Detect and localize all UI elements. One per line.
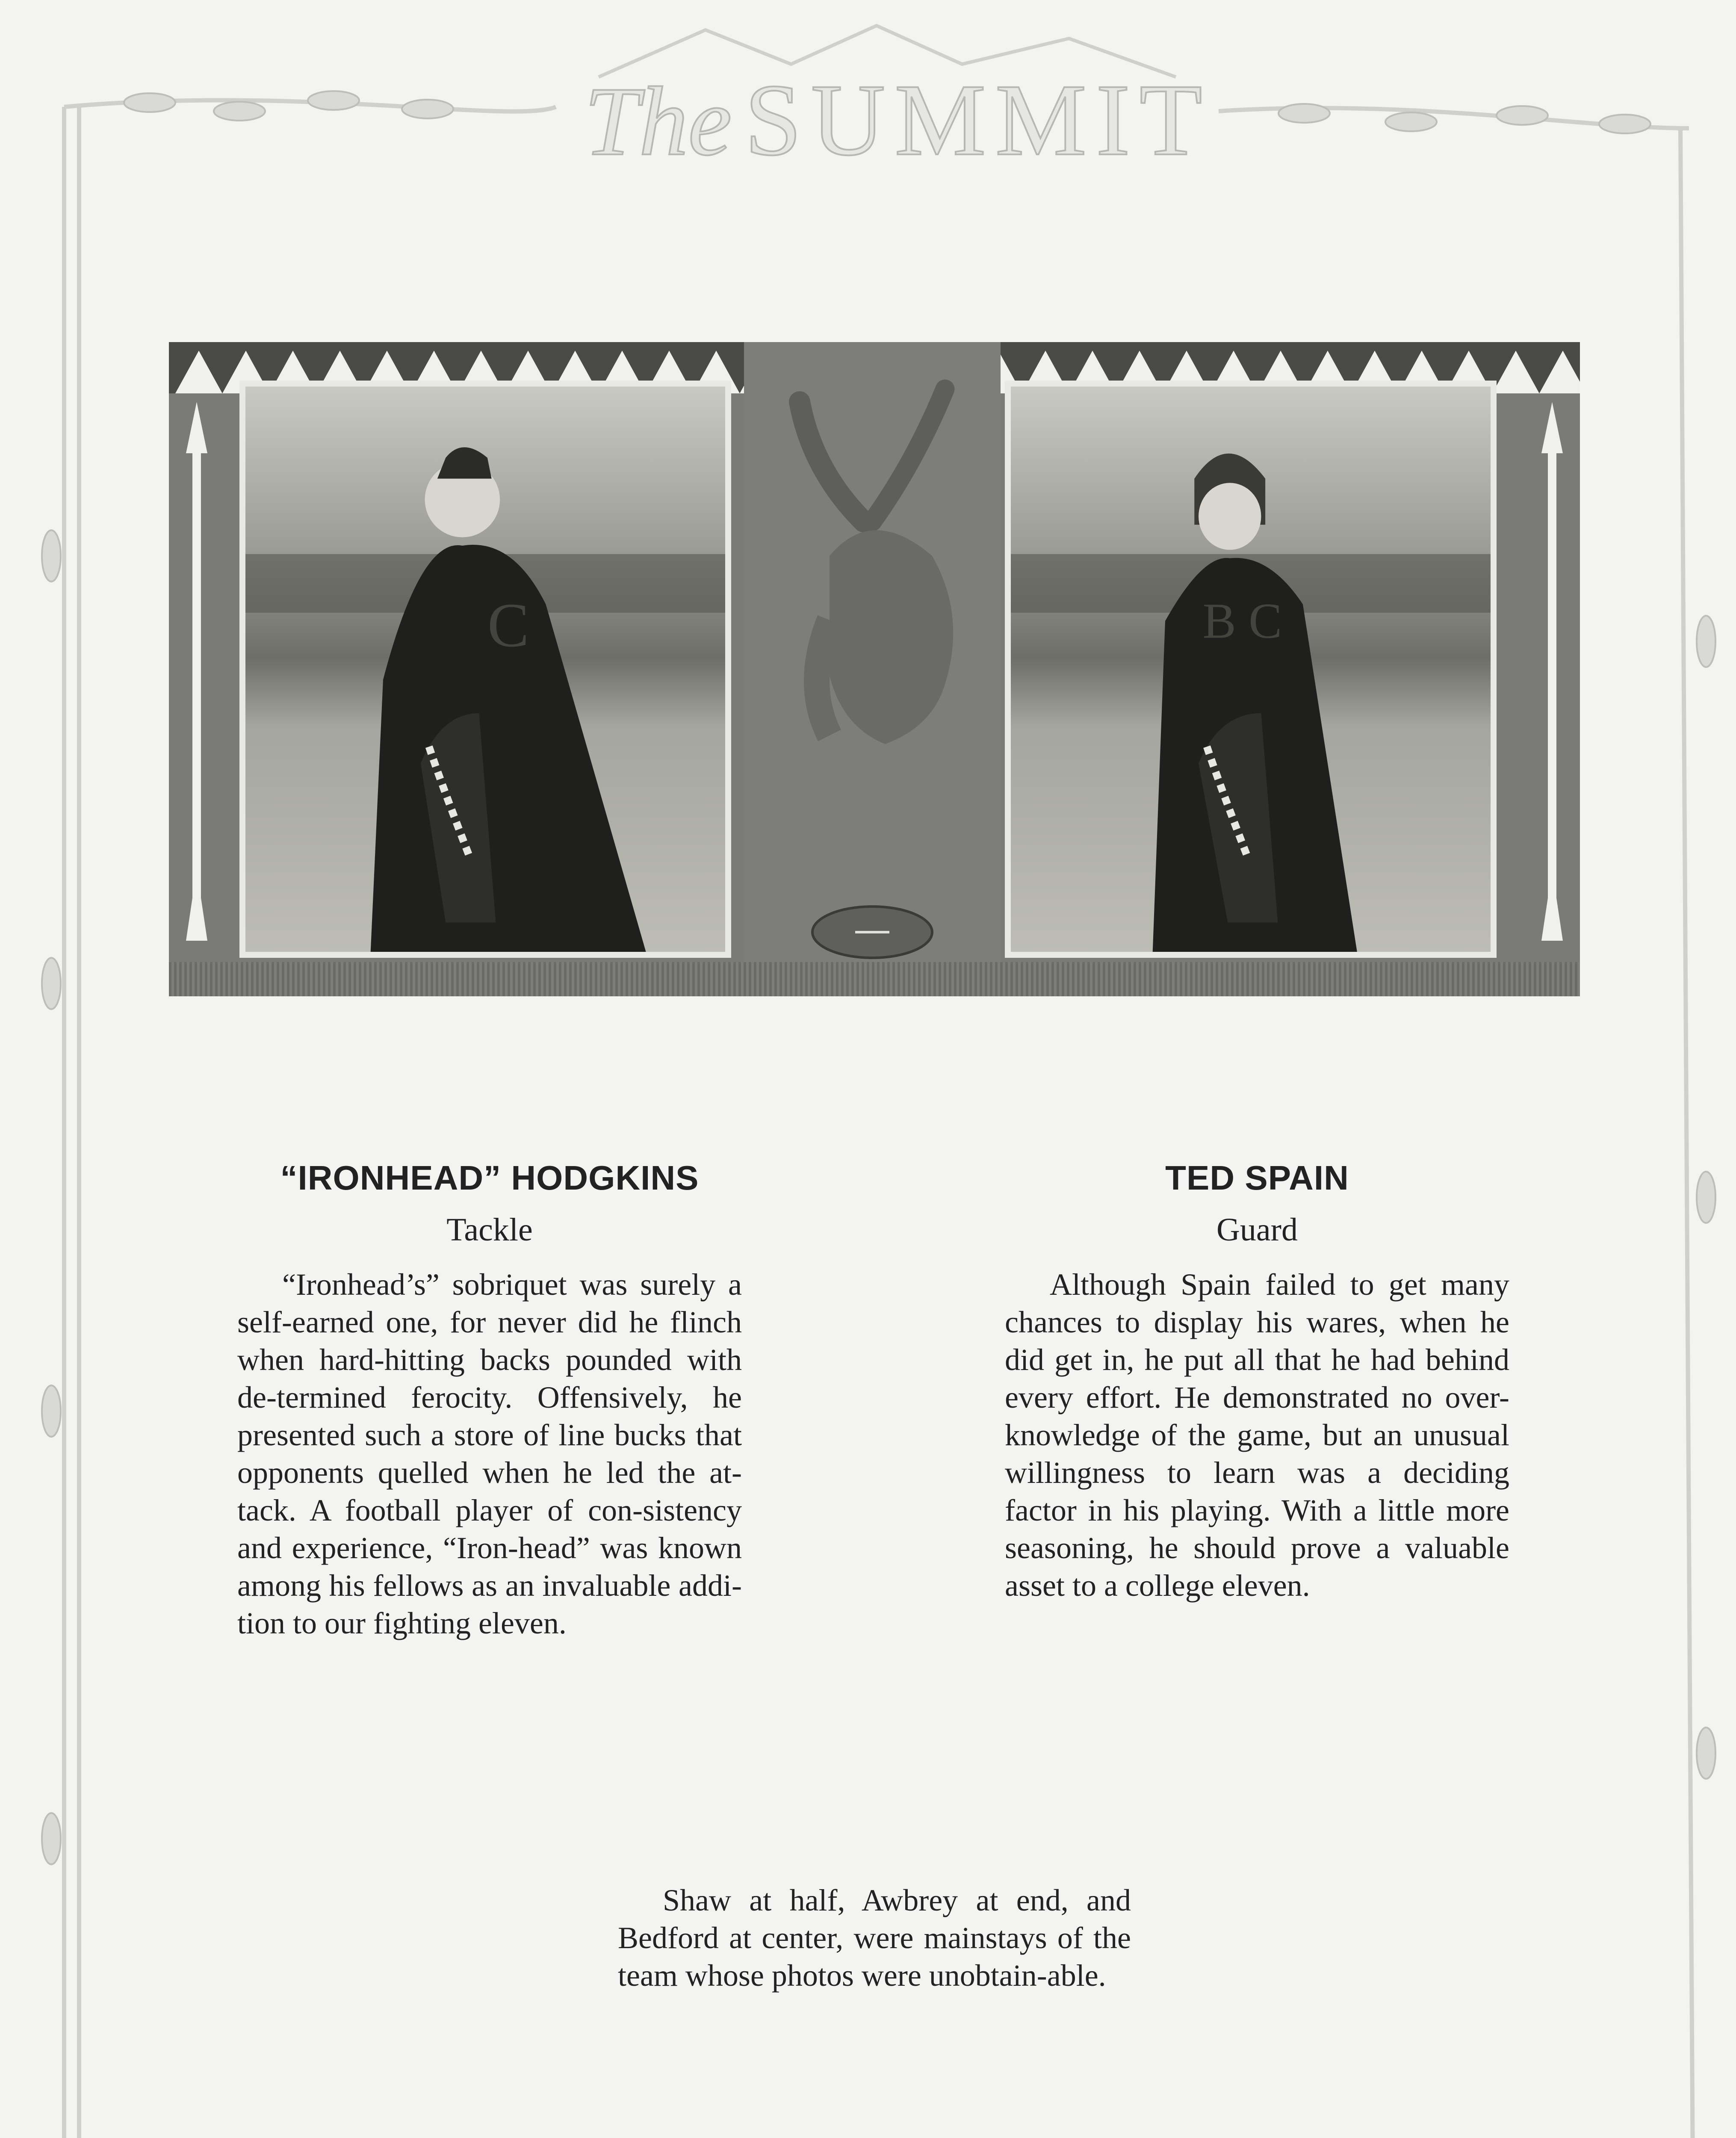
header-title-prefix: The [584, 67, 732, 176]
jersey-letters: B C [1202, 593, 1282, 649]
player-name: TED SPAIN [1165, 1159, 1349, 1197]
header-title-main: SUMMIT [744, 63, 1212, 177]
photo-panel [169, 342, 1580, 996]
player-figure-icon [245, 387, 725, 952]
panel-base [169, 962, 1580, 996]
player-position: Guard [1216, 1212, 1298, 1248]
player-description: “Ironhead’s” sobriquet was surely a self-earned one, for never did he flinch when hard-hitting backs pounded with de-termined ferocity. Offensively, he presented such a store of line bucks that opponents quelled when he led the at-tack. A football player of con-sistency and experience, “Iron-head” was known among his fellows as an invaluable addi-tion to our fighting eleven. [237, 1267, 742, 1640]
photo-ted-spain [1005, 381, 1497, 958]
player-figure-icon [1011, 387, 1491, 952]
page-header-title [534, 64, 1261, 175]
jersey-letters: C [487, 590, 529, 660]
photo-ironhead-hodgkins [239, 381, 731, 958]
indian-head-emblem [744, 342, 1001, 996]
spear-right-icon [1537, 402, 1567, 941]
player-description: Although Spain failed to get many chances to display his wares, when he did get in, he put all that he had behind every effort. He demonstrated no over-knowledge of the game, but an unusual willingness to learn was a deciding factor in his playing. With a little more seasoning, he should prove a valuable asset to a college eleven. [1005, 1267, 1509, 1603]
team-note: Shaw at half, Awbrey at end, and Bedford at center, were mainstays of the team whose photos were unobtain-able. [618, 1883, 1131, 1993]
spear-left-icon [182, 402, 212, 941]
profile-spain [1005, 1155, 1509, 1604]
profile-hodgkins [237, 1155, 742, 1642]
player-name: “IRONHEAD” HODGKINS [280, 1159, 699, 1197]
player-position: Tackle [446, 1212, 533, 1248]
